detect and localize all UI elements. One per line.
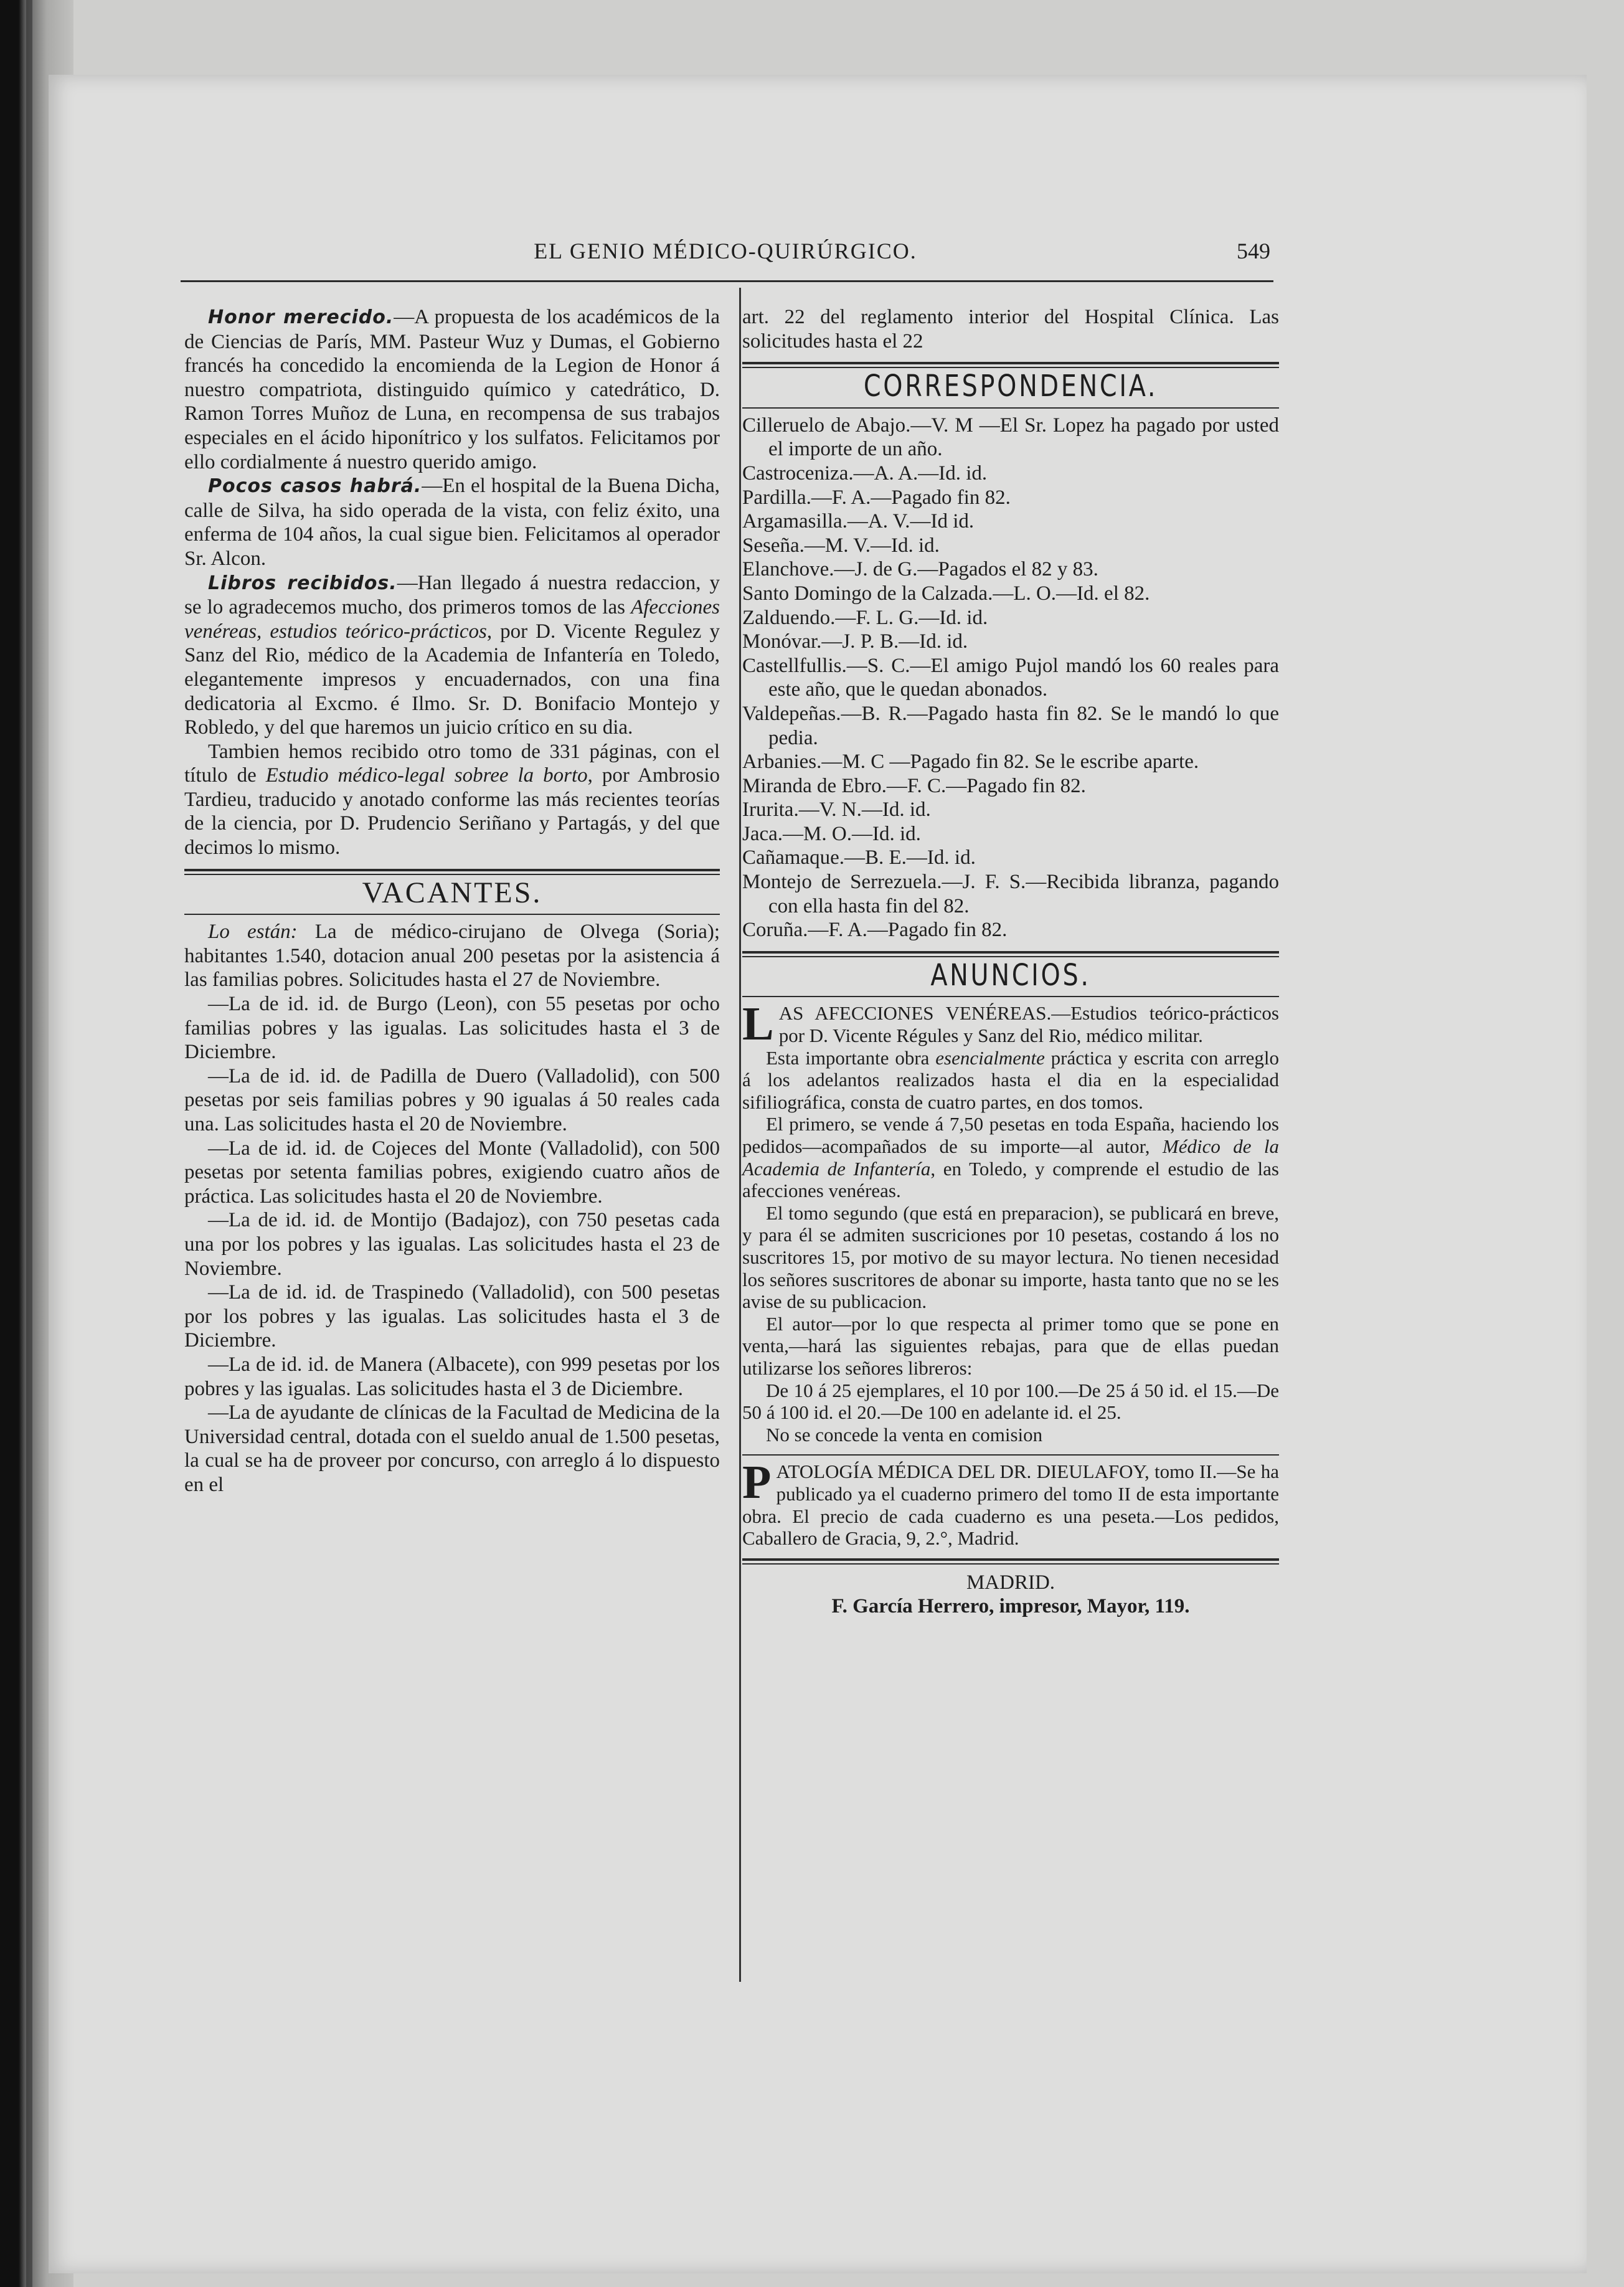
honor-paragraph — [184, 305, 720, 474]
pocos-body: —En el hospital de la Buena Dicha, calle de Silva, ha sido operada de la vista, con feliz éxito, una enferma de 104 años, la cual sigue bien. Felicitamos al operador Sr. Alcon. — [184, 475, 720, 570]
vacante-item: —La de id. id. de Padilla de Duero (Valladolid), con 500 pesetas por seis familias pobres y 90 igualas á 50 reales cada una. Las solicitudes hasta el 20 de Noviembre. — [184, 1064, 720, 1135]
correspondence-entry: Zalduendo.—F. L. G.—Id. id. — [742, 606, 988, 629]
imprint-city: MADRID. — [966, 1571, 1055, 1594]
ad-afecciones-p6: No se concede la venta en comision — [766, 1423, 1043, 1446]
libros-lead: Libros recibidos. — [208, 572, 397, 594]
ad-patologia-text — [742, 1456, 1279, 1550]
correspondence-entry: Cañamaque.—B. E.—Id. id. — [742, 846, 976, 869]
page-number: 549 — [1237, 239, 1270, 263]
book-spine-shadow — [26, 0, 32, 2287]
libros-title: Afecciones venéreas, estudios teórico-prácticos — [184, 596, 720, 643]
vacante-item: —La de id. id. de Manera (Albacete), con 999 pesetas por los pobres y las igualas. Las solicitudes hasta el 3 de Diciembre. — [184, 1353, 720, 1400]
imprint-printer: F. García Herrero, impresor, Mayor, 119. — [831, 1595, 1190, 1618]
vacantes-heading: VACANTES. — [362, 876, 542, 909]
correspondence-entry: Irurita.—V. N.—Id. id. — [742, 798, 931, 822]
ad-afecciones-p3: El tomo segundo (que está en preparacion), se publicará en breve, y para él se admiten suscriciones por 10 pesetas, costando á los no suscritores 15, por motivo de su mayor lectura. No tienen necesidad los señores suscritores de abonar su importe, hasta tanto que no se les avise de su publicacion. — [742, 1201, 1279, 1313]
libros-paragraph — [184, 571, 720, 740]
vacante-item: —La de id. id. de Traspinedo (Valladolid), con 500 pesetas por los pobres y las igualas. Las solicitudes hasta el 3 de Diciembre. — [184, 1281, 720, 1352]
tambien-paragraph — [184, 740, 720, 860]
journal-title: EL GENIO MÉDICO-QUIRÚRGICO. — [534, 239, 917, 263]
tambien-body-1: Tambien hemos recibido otro tomo de 331 páginas, con el título de — [184, 740, 720, 787]
ad-afecciones-p4: El autor—por lo que respecta al primer tomo que se pone en venta,—hará las siguientes rebajas, para que de ellas puedan utilizarse los señores libreros: — [742, 1312, 1279, 1379]
correspondence-entry: Miranda de Ebro.—F. C.—Pagado fin 82. — [742, 774, 1086, 797]
vacante-item — [184, 920, 720, 992]
vacante-item: —La de id. id. de Montijo (Badajoz), con 750 pesetas cada una por los pobres y las igualas. Las solicitudes hasta el 23 de Noviembre. — [184, 1209, 720, 1280]
imprint-rule — [742, 1558, 1279, 1565]
ad-afecciones-title: AS AFECCIONES VENÉREAS.—Estudios teórico-prácticos por D. Vicente Régules y Sanz del Rio, médico militar. — [778, 1002, 1279, 1047]
correspondence-entry: Monóvar.—J. P. B.—Id. id. — [742, 630, 968, 653]
section-rule — [742, 996, 1279, 997]
tambien-body-2: , por Ambrosio Tardieu, traducido y anotado conforme las más recientes teorías de la ciencia, por D. Prudencio Seriñano y Partagás, y del que decimos lo mismo. — [184, 764, 720, 859]
correspondence-entry: Jaca.—M. O.—Id. id. — [742, 822, 921, 845]
correspondence-entry: Valdepeñas.—B. R.—Pagado hasta fin 82. Se le mandó lo que pedia. — [742, 702, 1279, 749]
ad-emphasis: esencialmente — [935, 1046, 1045, 1069]
running-header — [181, 232, 1270, 269]
ad-text: El primero, se vende á 7,50 pesetas en toda España, haciendo los pedidos—acompañados de su importe—al autor, — [742, 1113, 1279, 1157]
section-rule — [184, 869, 720, 875]
ad-afecciones-dropcap: L — [742, 998, 774, 1051]
anuncios-heading: ANUNCIOS. — [930, 957, 1091, 993]
vacante-item: —La de id. id. de Cojeces del Monte (Valladolid), con 500 pesetas por setenta familias pobres, exigiendo cuatro años de práctica. Las solicitudes hasta el 20 de Noviembre. — [184, 1137, 720, 1208]
pocos-lead: Pocos casos habrá. — [208, 475, 422, 498]
correspondence-entry: Seseña.—M. V.—Id. id. — [742, 534, 940, 557]
pocos-paragraph — [184, 474, 720, 571]
correspondence-entry: Montejo de Serrezuela.—J. F. S.—Recibida libranza, pagando con ella hasta fin del 82. — [742, 871, 1279, 917]
correspondence-entry: Castellfullis.—S. C.—El amigo Pujol mandó los 60 reales para este año, que le quedan abonados. — [742, 654, 1279, 701]
honor-lead: Honor merecido. — [208, 306, 394, 328]
libros-body-1: —Han llegado á nuestra redaccion, y se lo agradecemos mucho, dos primeros tomos de las — [184, 571, 720, 619]
correspondence-entry: Elanchove.—J. de G.—Pagados el 82 y 83. — [742, 558, 1098, 581]
column-divider — [739, 288, 741, 1982]
correspondence-entry: Argamasilla.—A. V.—Id id. — [742, 510, 975, 533]
ad-afecciones-p1 — [742, 1047, 1279, 1114]
correspondence-entry: Castroceniza.—A. A.—Id. id. — [742, 462, 988, 485]
ad-patologia — [742, 1456, 1279, 1550]
correspondence-entry: Cilleruelo de Abajo.—V. M —El Sr. Lopez ha pagado por usted el importe de un año. — [742, 414, 1279, 461]
libros-body-2: , por D. Vicente Regulez y Sanz del Rio, médico de la Academia de Infantería en Toledo, elegantemente impresos y encuadernados, con una fina dedicatoria al Excmo. é Ilmo. Sr. D. Bonifacio Montejo y Robledo, y del que haremos un juicio crítico en su dia. — [184, 620, 720, 739]
vacante-text: La de médico-cirujano de Olvega (Soria); habitantes 1.540, dotacion anual 200 pesetas por la asistencia á las familias pobres. Solicitudes hasta el 27 de Noviembre. — [184, 921, 720, 992]
section-rule — [184, 914, 720, 915]
correspondencia-heading: CORRESPONDENCIA. — [863, 369, 1158, 404]
tambien-title: Estudio médico-legal sobree la borto — [265, 764, 588, 787]
vacantes-intro: Lo están: — [208, 921, 298, 944]
correspondence-entry: Santo Domingo de la Calzada.—L. O.—Id. el 82. — [742, 582, 1150, 605]
ad-separator — [742, 1454, 1279, 1456]
ad-text: Esta importante obra — [766, 1046, 936, 1069]
right-column — [742, 305, 1279, 1619]
ad-patologia-body: ATOLOGÍA MÉDICA DEL DR. DIEULAFOY, tomo II.—Se ha publicado ya el cuaderno primero del tomo II de esta importante obra. El precio de cada cuaderno es una peseta.—Los pedidos, Caballero de Gracia, 9, 2.°, Madrid. — [742, 1461, 1279, 1550]
continuation-text: art. 22 del reglamento interior del Hospital Clínica. Las solicitudes hasta el 22 — [742, 306, 1279, 353]
section-rule — [742, 362, 1279, 368]
ad-afecciones-p5: De 10 á 25 ejemplares, el 10 por 100.—De 25 á 50 id. el 15.—De 50 á 100 id. el 20.—De 100 en adelante id. el 25. — [742, 1379, 1279, 1424]
ad-patologia-dropcap: P — [742, 1456, 772, 1509]
ad-afecciones — [742, 998, 1280, 1446]
honor-body: —A propuesta de los académicos de la de Ciencias de París, MM. Pasteur Wuz y Dumas, el Gobierno francés ha concedido la encomienda de la Legion de Honor á nuestro compatriota, distinguido químico y catedrático, D. Ramon Torres Muñoz de Luna, en recompensa de sus trabajos especiales en el ácido hiponítrico y los sulfatos. Felicitamos por ello cordialmente á nuestro querido amigo. — [184, 306, 720, 473]
correspondence-entry: Arbanies.—M. C —Pagado fin 82. Se le escribe aparte. — [742, 750, 1199, 774]
header-rule — [181, 280, 1273, 282]
ad-emphasis: Médico de la Academia de Infantería — [742, 1135, 1279, 1180]
correspondence-entry: Coruña.—F. A.—Pagado fin 82. — [742, 919, 1008, 942]
ad-afecciones-head — [742, 998, 1279, 1051]
ad-afecciones-p2 — [742, 1113, 1279, 1201]
correspondence-entry: Pardilla.—F. A.—Pagado fin 82. — [742, 486, 1011, 509]
left-column — [184, 305, 720, 1497]
vacante-item: —La de ayudante de clínicas de la Facultad de Medicina de la Universidad central, dotada con el sueldo anual de 1.500 pesetas, la cual se ha de proveer por concurso, con arreglo á lo dispuesto en el — [184, 1401, 720, 1496]
vacante-item: —La de id. id. de Burgo (Leon), con 55 pesetas por ocho familias pobres y las igualas. Las solicitudes hasta el 3 de Diciembre. — [184, 993, 720, 1064]
section-rule — [742, 951, 1279, 957]
ad-text: , en Toledo, y comprende el estudio de las afecciones venéreas. — [742, 1157, 1279, 1202]
section-rule — [742, 407, 1279, 409]
ad-text: práctica y escrita con arreglo á los adelantos realizados hasta el dia en la especialidad sifiliográfica, consta de cuatro partes, en dos tomos. — [742, 1046, 1280, 1113]
